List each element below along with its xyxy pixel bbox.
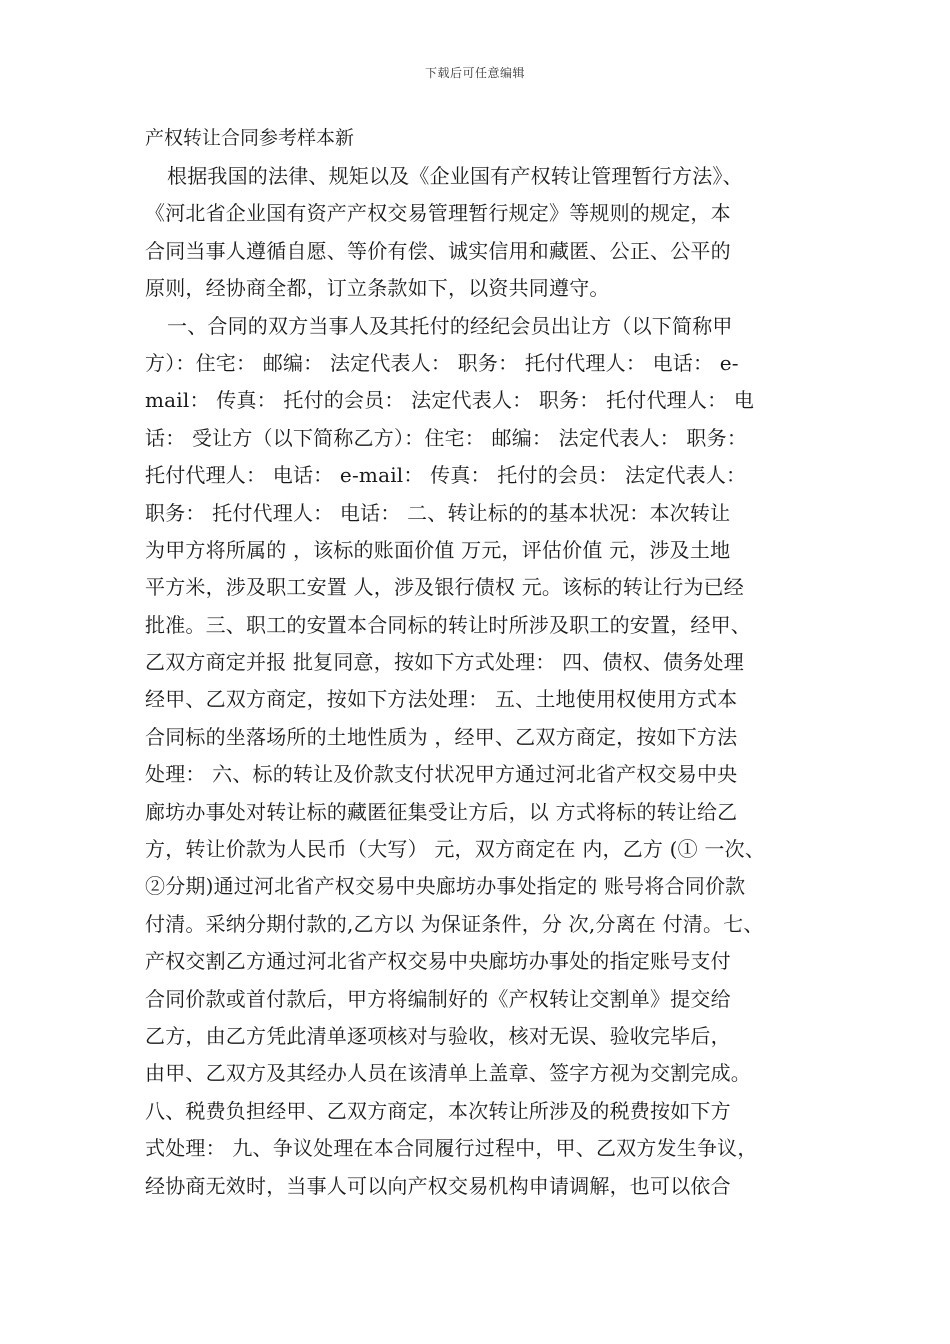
document-body	[145, 158, 825, 1205]
body-line: 《河北省企业国有资产产权交易管理暂行规定》等规则的规定，本	[145, 201, 731, 226]
body-line: 批准。三、职工的安置本合同标的转让时所涉及职工的安置，经甲、	[145, 612, 751, 637]
body-line: 话： 受让方（以下简称乙方）：住宅： 邮编： 法定代表人： 职务：	[145, 425, 748, 450]
body-line: 合同当事人遵循自愿、等价有偿、诚实信用和藏匿、公正、公平的	[145, 238, 731, 263]
body-line: 一、合同的双方当事人及其托付的经纪会员出让方（以下简称甲	[167, 313, 733, 338]
body-line: 八、税费负担经甲、乙双方商定，本次转让所涉及的税费按如下方	[145, 1098, 731, 1123]
body-line: 平方米，涉及职工安置 人，涉及银行债权 元。该标的转让行为已经	[145, 575, 744, 600]
body-line: 由甲、乙双方及其经办人员在该清单上盖章、签字方视为交割完成。	[145, 1061, 751, 1086]
body-line: 根据我国的法律、规矩以及《企业国有产权转让管理暂行方法》、	[167, 164, 743, 188]
page-header: 下载后可任意编辑	[424, 66, 525, 80]
body-line: 合同标的坐落场所的土地性质为 ，经甲、乙双方商定，按如下方法	[145, 724, 738, 749]
body-line: 式处理： 九、争议处理在本合同履行过程中，甲、乙双方发生争议，	[145, 1136, 758, 1161]
body-line: 处理： 六、标的转让及价款支付状况甲方通过河北省产权交易中央	[145, 762, 738, 787]
body-line: mail： 传真： 托付的会员： 法定代表人： 职务： 托付代理人： 电	[145, 388, 755, 413]
body-line: 付清。采纳分期付款的,乙方以 为保证条件，分 次,分离在 付清。七、	[145, 911, 764, 936]
body-line: 经甲、乙双方商定，按如下方法处理： 五、土地使用权使用方式本	[145, 687, 738, 712]
body-line: 合同价款或首付款后，甲方将编制好的《产权转让交割单》提交给	[145, 986, 731, 1011]
body-line: 方）：住宅： 邮编： 法定代表人： 职务： 托付代理人： 电话： e-	[145, 350, 739, 375]
body-line: 廊坊办事处对转让标的藏匿征集受让方后，以 方式将标的转让给乙	[145, 799, 738, 824]
document-title: 产权转让合同参考样本新	[145, 127, 355, 149]
body-line: 乙方，由乙方凭此清单逐项核对与验收，核对无误、验收完毕后，	[145, 1023, 731, 1048]
body-line: 为甲方将所属的 ，该标的账面价值 万元，评估价值 元，涉及土地	[145, 537, 731, 562]
body-line: ②分期)通过河北省产权交易中央廊坊办事处指定的 账号将合同价款	[145, 874, 746, 899]
body-line: 方，转让价款为人民币（大写） 元，双方商定在 内，乙方 (① 一次、	[145, 837, 766, 862]
body-line: 乙双方商定并报 批复同意，按如下方式处理： 四、债权、债务处理	[145, 650, 744, 675]
body-line: 职务： 托付代理人： 电话： 二、转让标的的基本状况：本次转让	[145, 500, 731, 525]
body-line: 托付代理人： 电话： e-mail： 传真： 托付的会员： 法定代表人：	[145, 463, 747, 488]
body-line: 原则，经协商全都，订立条款如下，以资共同遵守。	[145, 276, 610, 301]
body-line: 产权交割乙方通过河北省产权交易中央廊坊办事处的指定账号支付	[145, 949, 731, 974]
body-line: 经协商无效时，当事人可以向产权交易机构申请调解，也可以依合	[145, 1173, 731, 1198]
